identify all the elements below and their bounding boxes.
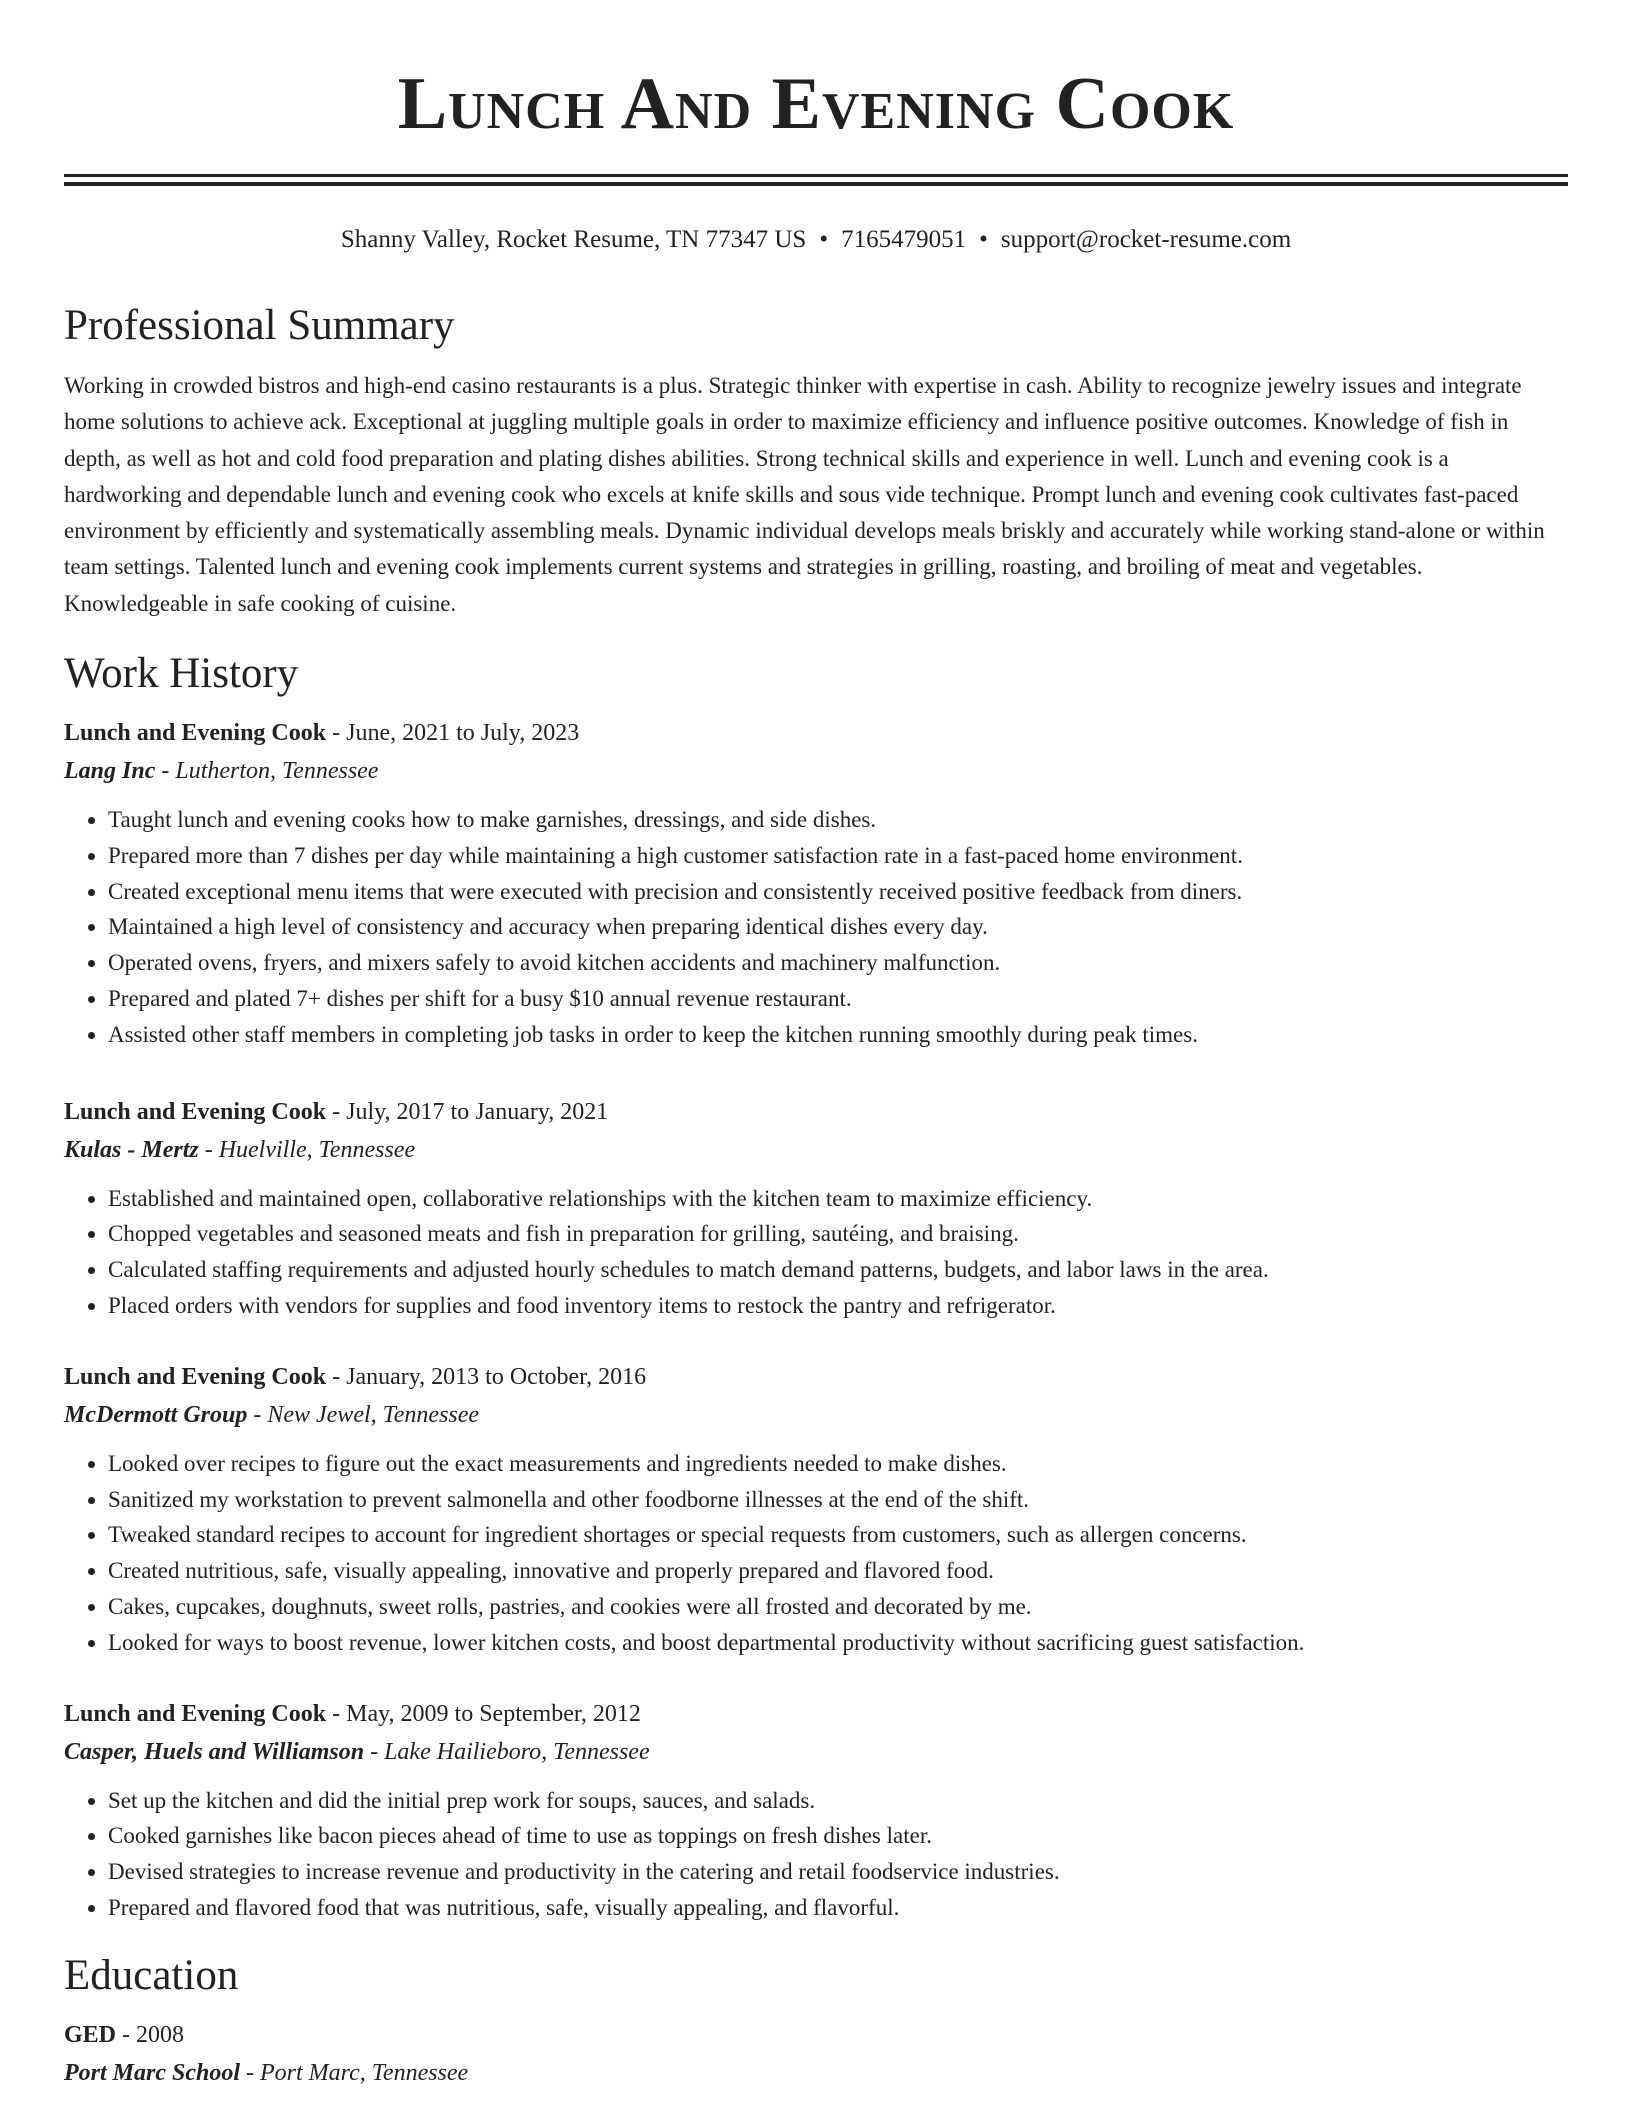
resume-page [64, 0, 1568, 2092]
header-divider-line [64, 182, 1568, 186]
job-header [64, 1093, 1568, 1131]
education-location: - Port Marc, Tennessee [240, 2059, 469, 2086]
job-duties-list [64, 1446, 1568, 1661]
job-entry [64, 1093, 1568, 1324]
job-employer-line [64, 1131, 1568, 1169]
job-dates: - July, 2017 to January, 2021 [326, 1098, 609, 1125]
job-duty-item: • Maintained a high level of consistency and accuracy when preparing identical dishes every day. [108, 909, 1568, 945]
work-history-list [64, 714, 1568, 1926]
job-duty-item: • Looked for ways to boost revenue, lower kitchen costs, and boost departmental productivity without sacrificing guest satisfaction. [108, 1625, 1568, 1661]
job-duty-item: • Calculated staffing requirements and adjusted hourly schedules to match demand patterns, budgets, and labor laws in the area. [108, 1252, 1568, 1288]
job-entry [64, 1695, 1568, 1926]
job-employer-line [64, 1733, 1568, 1771]
job-dates: - June, 2021 to July, 2023 [326, 720, 580, 747]
job-duty-item: • Looked over recipes to figure out the exact measurements and ingredients needed to make dishes. [108, 1446, 1568, 1482]
work-history-heading: Work History [64, 650, 299, 698]
job-duty-item: • Sanitized my workstation to prevent salmonella and other foodborne illnesses at the end of the shift. [108, 1482, 1568, 1518]
education-entry-header [64, 2016, 1568, 2054]
summary-text: Working in crowded bistros and high-end casino restaurants is a plus. Strategic thinker with expertise in cash. Ability to recognize jewelry issues and integrate home solutions to achieve ack. Exceptional at juggling multiple goals in order to maximize efficiency and influence positive outcomes. Knowledge of fish in depth, as well as hot and cold food preparation and plating dishes abilities. Strong technical skills and experience in well. Lunch and evening cook is a hardworking and dependable lunch and evening cook who excels at knife skills and sous vide technique. Prompt lunch and evening cook cultivates fast-paced environment by efficiently and systematically assembling meals. Dynamic individual develops meals briskly and accurately while working stand-alone or within team settings. Talented lunch and evening cook implements current systems and strategies in grilling, roasting, and broiling of meat and vegetables. Knowledgeable in safe cooking of cuisine. [64, 373, 1545, 616]
job-duty-item: • Established and maintained open, collaborative relationships with the kitchen team to maximize efficiency. [108, 1181, 1568, 1217]
job-employer: Casper, Huels and Williamson [64, 1738, 365, 1765]
contact-separator: • [819, 226, 829, 253]
contact-address: Shanny Valley, Rocket Resume, TN 77347 US [340, 226, 807, 253]
header-divider-line [64, 174, 1568, 177]
job-duty-item: • Prepared and flavored food that was nutritious, safe, visually appealing, and flavorful. [108, 1890, 1568, 1926]
education-year: - 2008 [116, 2021, 185, 2048]
job-dates: - January, 2013 to October, 2016 [326, 1363, 647, 1390]
job-employer: McDermott Group [64, 1401, 248, 1428]
job-duty-item: • Taught lunch and evening cooks how to make garnishes, dressings, and side dishes. [108, 802, 1568, 838]
job-duty-item: • Operated ovens, fryers, and mixers safely to avoid kitchen accidents and machinery malfunction. [108, 945, 1568, 981]
job-header [64, 714, 1568, 752]
job-duty-item: • Tweaked standard recipes to account for ingredient shortages or special requests from customers, such as allergen concerns. [108, 1517, 1568, 1553]
job-location: - Lake Hailieboro, Tennessee [364, 1738, 650, 1765]
job-duty-item: • Assisted other staff members in completing job tasks in order to keep the kitchen running smoothly during peak times. [108, 1017, 1568, 1053]
job-title: Lunch and Evening Cook [64, 1363, 327, 1390]
job-employer: Lang Inc [64, 758, 156, 785]
job-duty-item: • Devised strategies to increase revenue and productivity in the catering and retail foodservice industries. [108, 1854, 1568, 1890]
job-duty-item: • Placed orders with vendors for supplies and food inventory items to restock the pantry and refrigerator. [108, 1288, 1568, 1324]
job-header [64, 1358, 1568, 1396]
job-duty-item: • Cooked garnishes like bacon pieces ahead of time to use as toppings on fresh dishes later. [108, 1818, 1568, 1854]
job-duty-item: • Prepared and plated 7+ dishes per shift for a busy $10 annual revenue restaurant. [108, 981, 1568, 1017]
education-degree: GED [64, 2021, 117, 2048]
job-duties-list [64, 1783, 1568, 1926]
contact-line [64, 222, 1568, 258]
job-duties-list [64, 802, 1568, 1053]
job-duty-item: • Created exceptional menu items that were executed with precision and consistently received positive feedback from diners. [108, 874, 1568, 910]
job-employer-line [64, 1396, 1568, 1434]
job-duty-item: • Cakes, cupcakes, doughnuts, sweet rolls, pastries, and cookies were all frosted and decorated by me. [108, 1589, 1568, 1625]
job-dates: - May, 2009 to September, 2012 [326, 1700, 641, 1727]
job-title: Lunch and Evening Cook [64, 720, 327, 747]
job-duty-item: • Chopped vegetables and seasoned meats and fish in preparation for grilling, sautéing, and braising. [108, 1216, 1568, 1252]
education-heading: Education [64, 1951, 239, 1999]
education-school: Port Marc School [64, 2059, 241, 2086]
job-employer-line [64, 752, 1568, 790]
contact-phone: 7165479051 [841, 226, 967, 253]
job-duty-item: • Created nutritious, safe, visually appealing, innovative and properly prepared and flavored food. [108, 1553, 1568, 1589]
resume-name: Lunch And Evening Cook [397, 63, 1235, 145]
job-title: Lunch and Evening Cook [64, 1700, 327, 1727]
header-divider [64, 174, 1568, 186]
job-duties-list [64, 1181, 1568, 1324]
job-employer: Kulas - Mertz [64, 1136, 199, 1163]
job-duty-item: • Set up the kitchen and did the initial prep work for soups, sauces, and salads. [108, 1783, 1568, 1819]
education-school-line [64, 2054, 1568, 2092]
job-location: - Huelville, Tennessee [198, 1136, 416, 1163]
contact-separator: • [979, 226, 988, 253]
job-entry [64, 714, 1568, 1053]
job-duty-item: • Prepared more than 7 dishes per day while maintaining a high customer satisfaction rate in a fast-paced home environment. [108, 838, 1568, 874]
job-entry [64, 1358, 1568, 1661]
job-title: Lunch and Evening Cook [64, 1098, 327, 1125]
job-location: - Lutherton, Tennessee [155, 758, 379, 785]
job-location: - New Jewel, Tennessee [247, 1401, 480, 1428]
job-header [64, 1695, 1568, 1733]
contact-email: support@rocket-resume.com [1000, 226, 1292, 253]
summary-heading: Professional Summary [64, 302, 455, 349]
